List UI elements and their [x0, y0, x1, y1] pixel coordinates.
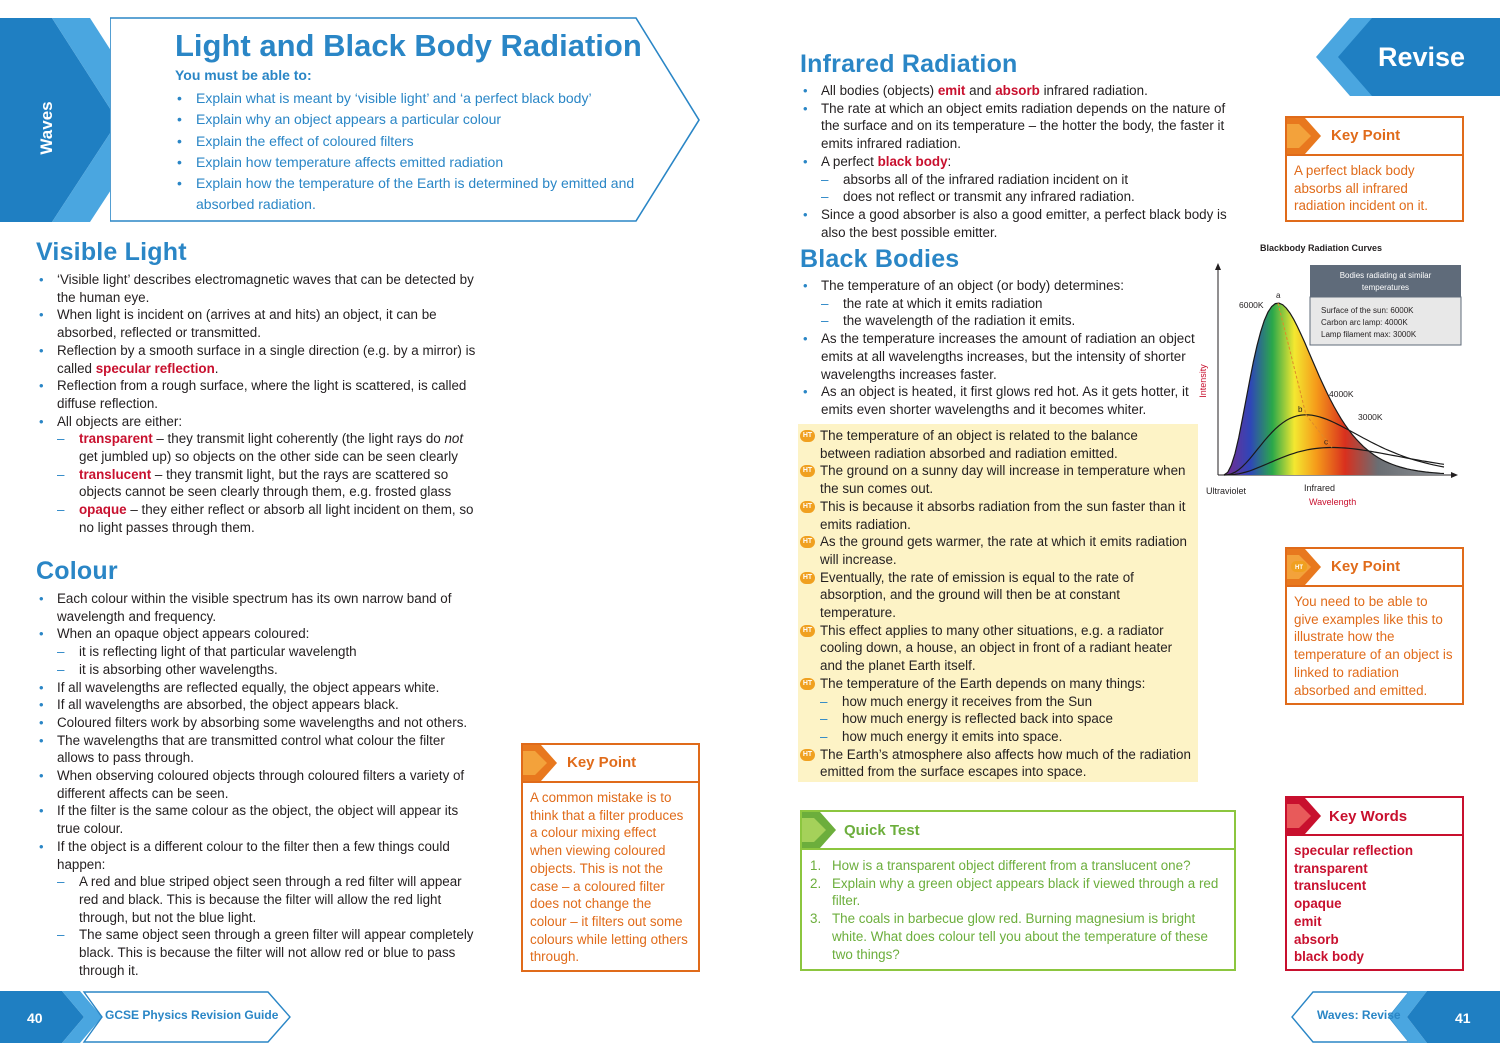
black-bodies-list: [800, 277, 1200, 419]
infrared-heading: Infrared Radiation: [800, 50, 1018, 78]
temperature-label-3000K: 3000K: [1358, 412, 1383, 422]
list-item: • If the object is a different colour to the filter then a few things could happen: – A red and blue striped object seen through a red filter will appear red and black. This is because the filter will allow the red light through, but not the blue light. – The same object seen through a green filter will appear completely black. This is because the filter will not allow red or blue to pass through it.: [36, 838, 481, 980]
legend-title-2: temperatures: [1361, 283, 1410, 292]
colour-heading: Colour: [36, 557, 118, 585]
infrared-list: [800, 82, 1240, 241]
key-word: specular reflection: [1294, 843, 1414, 858]
ht-badge-icon: HT: [800, 572, 815, 584]
section-footer-title: Waves: Revise: [1317, 1008, 1401, 1022]
temperature-label-4000K: 4000K: [1329, 389, 1354, 399]
key-point-icon: [1287, 549, 1321, 585]
ht-badge-icon: HT: [800, 501, 815, 513]
list-item: • All objects are either: – transparent – they transmit light coherently (the light rays do not get jumbled up) so objects on the other side can be seen clearly – translucent – they transmit light, but the rays are scattered so objects cannot be seen clearly through them, e.g. frosted glass – opaque – they either reflect or absorb all light incident on them, so no light passes through them.: [36, 413, 476, 537]
key-point-title: Key Point: [1331, 127, 1401, 144]
list-item: • The wavelengths that are transmitted control what colour the filter allows to pass through.: [36, 732, 481, 767]
page-title: Light and Black Body Radiation: [175, 28, 642, 63]
peak-label-c: c: [1324, 437, 1328, 447]
chart-title: Blackbody Radiation Curves: [1260, 243, 1383, 253]
key-point-box-black-body: [1285, 116, 1464, 222]
key-point-icon: [523, 745, 557, 781]
sub-item: – how much energy is reflected back into space: [820, 710, 1192, 728]
list-item: • The rate at which an object emits radiation depends on the nature of the surface and on its temperature – the hotter the body, the faster it emits infrared radiation.: [800, 100, 1240, 153]
must-be-able-label: You must be able to:: [175, 67, 312, 83]
list-item: • A perfect black body: – absorbs all of the infrared radiation incident on it – does not reflect or transmit any infrared radiation.: [800, 153, 1240, 206]
sub-item: – A red and blue striped object seen through a red filter will appear red and black. This is because the filter will allow the red light through, but not the blue light.: [57, 873, 481, 926]
quick-test-icon: [802, 812, 836, 848]
key-point-text: A perfect black body absorbs all infrared radiation incident on it.: [1294, 163, 1428, 214]
list-item: • ‘Visible light’ describes electromagnetic waves that can be detected by the human eye.: [36, 271, 476, 306]
list-item: • If all wavelengths are absorbed, the object appears black.: [36, 696, 481, 714]
black-bodies-heading: Black Bodies: [800, 245, 960, 273]
key-word: translucent: [1294, 878, 1367, 894]
waves-tab-label: Waves: [37, 101, 56, 155]
ht-badge-icon: HT: [800, 625, 815, 637]
sub-item: – absorbs all of the infrared radiation incident on it: [821, 171, 1240, 189]
key-point-icon: [1287, 118, 1321, 154]
higher-tier-list: [800, 427, 1192, 781]
sub-item: – it is absorbing other wavelengths.: [57, 661, 481, 679]
ht-badge-icon: HT: [800, 749, 815, 761]
objective-item: • Explain how the temperature of the Earth is determined by emitted and absorbed radiation.: [177, 175, 635, 213]
sub-item: – does not reflect or transmit any infrared radiation.: [821, 188, 1240, 206]
list-item: • As an object is heated, it first glows red hot. As it gets hotter, it emits even shorter wavelengths and it becomes whiter.: [800, 383, 1200, 418]
key-word: opaque: [1294, 896, 1342, 912]
objective-item: • Explain how temperature affects emitted radiation: [177, 153, 504, 170]
objective-item: • Explain the effect of coloured filters: [177, 132, 414, 149]
key-word: black body: [1294, 949, 1364, 965]
peak-label-b: b: [1298, 404, 1303, 414]
list-item: • When light is incident on (arrives at and hits) an object, it can be absorbed, reflected or transmitted.: [36, 306, 476, 341]
key-point-text: You need to be able to give examples like this to illustrate how the temperature of an object is linked to radiation absorbed and emitted.: [1294, 594, 1453, 698]
ht-badge-icon: HT: [800, 678, 815, 690]
quick-test-title: Quick Test: [844, 822, 920, 839]
right-page-number: 41: [1455, 1010, 1471, 1026]
list-item: HT This effect applies to many other situations, e.g. a radiator cooling down, a house, an object in front of a radiant heater and the planet Earth itself.: [800, 622, 1192, 675]
key-point-box-examples: [1285, 547, 1464, 705]
key-words-icon: [1287, 798, 1321, 834]
x-axis-label: Wavelength: [1309, 497, 1357, 507]
peak-label-a: a: [1276, 291, 1281, 300]
list-item: • Reflection by a smooth surface in a single direction (e.g. by a mirror) is called specular reflection.: [36, 342, 476, 377]
sub-item: – how much energy it emits into space.: [820, 728, 1192, 746]
list-item: HT The ground on a sunny day will increase in temperature when the sun comes out.: [800, 462, 1192, 497]
ht-badge-icon: HT: [800, 536, 815, 548]
x-axis-arrow: [1451, 472, 1458, 478]
list-item: HT This is because it absorbs radiation from the sun faster than it emits radiation.: [800, 498, 1192, 533]
objective-item: • Explain why an object appears a particular colour: [177, 111, 502, 128]
sub-item: – the rate at which it emits radiation: [821, 295, 1200, 313]
objective-item: • Explain what is meant by ‘visible light’ and ‘a perfect black body’: [177, 90, 592, 106]
sub-item: – transparent – they transmit light coherently (the light rays do not get jumbled up) so objects on the other side can be seen clearly: [57, 430, 476, 465]
question-item: 2. Explain why a green object appears black if viewed through a red filter.: [810, 875, 1219, 909]
sub-item: – opaque – they either reflect or absorb all light incident on them, so no light passes through them.: [57, 501, 476, 536]
y-axis-label: Intensity: [1198, 364, 1208, 398]
sub-item: – translucent – they transmit light, but the rays are scattered so objects cannot be seen clearly through them, e.g. frosted glass: [57, 466, 476, 501]
key-word: absorb: [1294, 931, 1339, 947]
list-item: • When observing coloured objects through coloured filters a variety of different affects can be seen.: [36, 767, 481, 802]
list-item: HT The temperature of the Earth depends on many things: – how much energy it receives from the Sun – how much energy is reflected back into space – how much energy it emits into space.: [800, 675, 1192, 746]
key-point-text: A common mistake is to think that a filter produces a colour mixing effect when viewing coloured objects. This is not the case – a coloured filter does not change the colour – it filters out some colours while letting others through.: [530, 790, 688, 965]
list-item: • If all wavelengths are reflected equally, the object appears white.: [36, 679, 481, 697]
list-item: HT Eventually, the rate of emission is equal to the rate of absorption, and the ground will then be at constant temperature.: [800, 569, 1192, 622]
quick-test-questions: [802, 850, 1234, 970]
list-item: • Reflection from a rough surface, where the light is scattered, is called diffuse reflection.: [36, 377, 476, 412]
sub-item: – it is reflecting light of that particular wavelength: [57, 643, 481, 661]
objectives-list: [175, 88, 655, 216]
x-left-label: Ultraviolet: [1206, 486, 1247, 496]
list-item: • Coloured filters work by absorbing some wavelengths and not others.: [36, 714, 481, 732]
legend-line: Lamp filament max: 3000K: [1321, 330, 1417, 339]
colour-list: [36, 590, 481, 979]
ht-badge-icon: HT: [800, 430, 815, 442]
question-item: 1. How is a transparent object different from a translucent one?: [810, 858, 1191, 873]
key-word: transparent: [1294, 860, 1368, 876]
blackbody-chart: [1196, 236, 1466, 516]
x-right-label: Infrared: [1304, 483, 1336, 493]
legend-line: Surface of the sun: 6000K: [1321, 306, 1414, 315]
quick-test-box: [800, 810, 1236, 971]
key-words-title: Key Words: [1329, 808, 1408, 825]
list-item: • When an opaque object appears coloured: – it is reflecting light of that particular wavelength – it is absorbing other wavelengths.: [36, 625, 481, 678]
list-item: • All bodies (objects) emit and absorb infrared radiation.: [800, 82, 1240, 100]
visible-light-list: [36, 271, 476, 537]
ht-badge-icon: HT: [800, 465, 815, 477]
book-title: GCSE Physics Revision Guide: [105, 1008, 279, 1022]
y-axis-arrow: [1215, 263, 1221, 270]
key-words-list: [1287, 836, 1462, 972]
key-words-box: [1285, 796, 1464, 971]
key-point-title: Key Point: [1331, 558, 1401, 575]
list-item: • If the filter is the same colour as the object, the object will appear its true colour.: [36, 802, 481, 837]
list-item: • Each colour within the visible spectrum has its own narrow band of wavelength and frequency.: [36, 590, 481, 625]
key-point-box-mistake: [521, 743, 700, 972]
list-item: HT The temperature of an object is related to the balance between radiation absorbed and radiation emitted.: [800, 427, 1192, 462]
sub-item: – The same object seen through a green filter will appear completely black. This is because the filter will not allow red or blue to pass through it.: [57, 926, 481, 979]
list-item: • The temperature of an object (or body) determines: – the rate at which it emits radiation – the wavelength of the radiation it emits.: [800, 277, 1200, 330]
list-item: HT The Earth’s atmosphere also affects how much of the radiation emitted from the surface escapes into space.: [800, 746, 1192, 781]
list-item: • As the temperature increases the amount of radiation an object emits at all wavelengths increases, but the intensity of shorter wavelengths increases faster.: [800, 330, 1200, 383]
sub-item: – how much energy it receives from the Sun: [820, 693, 1192, 711]
key-word: emit: [1294, 913, 1322, 929]
revise-tab-label: Revise: [1378, 42, 1466, 72]
legend-title-1: Bodies radiating at similar: [1339, 271, 1432, 280]
svg-text:HT: HT: [1295, 565, 1303, 571]
question-item: 3. The coals in barbecue glow red. Burning magnesium is bright white. What does colour tell you about the temperature of these two things?: [810, 911, 1208, 962]
left-page-number: 40: [27, 1010, 43, 1026]
list-item: HT As the ground gets warmer, the rate at which it emits radiation will increase.: [800, 533, 1192, 568]
temperature-label-6000K: 6000K: [1239, 300, 1264, 310]
visible-light-heading: Visible Light: [36, 238, 187, 266]
list-item: • Since a good absorber is also a good emitter, a perfect black body is also the best possible emitter.: [800, 206, 1240, 241]
sub-item: – the wavelength of the radiation it emits.: [821, 312, 1200, 330]
legend-line: Carbon arc lamp: 4000K: [1321, 318, 1408, 327]
key-point-title: Key Point: [567, 754, 637, 771]
legend-header-box: [1310, 265, 1461, 297]
